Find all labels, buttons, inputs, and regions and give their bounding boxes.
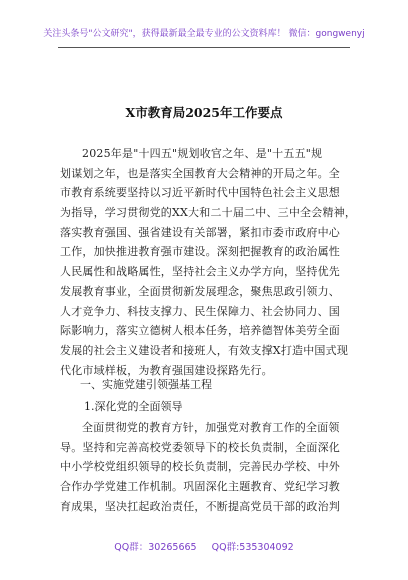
document-title: X市教育局2025年工作要点 <box>125 105 283 120</box>
intro-line: 落实教育强国、强省建设有关部署，紧扣市委市政府中心 <box>60 225 340 239</box>
header-divider <box>58 47 350 48</box>
qq-group-2: QQ群:535304092 <box>211 542 294 553</box>
intro-line: 2025年是"十四五"规划收官之年、是"十五五"规 <box>82 147 323 160</box>
section-line: 合作办学党建工作机制。巩固深化主题教育、党纪学习教 <box>60 480 340 494</box>
intro-line: 为指导，学习贯彻党的XX大和二十届二中、三中全会精神， <box>60 206 357 220</box>
section-line: 导。坚持和完善高校党委领导下的校长负责制，全面深化 <box>60 440 340 454</box>
intro-paragraph <box>60 144 357 380</box>
intro-line: 工作，加快推进教育强市建设。深刻把握教育的政治属性 <box>60 245 340 259</box>
section-line: 育成果，坚决扛起政治责任，不断提高党员干部的政治判 <box>60 499 340 513</box>
section-line: 全面贯彻党的教育方针，加强党对教育工作的全面领 <box>82 421 340 434</box>
footer-contact <box>0 539 408 553</box>
qq-group-1: QQ群：30265665 <box>114 542 197 553</box>
intro-line: 划谋划之年，也是落实全国教育大会精神的开局之年。全 <box>60 166 340 180</box>
intro-line: 市教育系统要坚持以习近平新时代中国特色社会主义思想 <box>60 186 340 200</box>
intro-line: 人才竞争力、科技支撑力、民生保障力、社会协同力、国 <box>60 304 340 318</box>
intro-line: 人民属性和战略属性，坚持社会主义办学方向，坚持优先 <box>60 265 340 279</box>
intro-line: 发展的社会主义建设者和接班人，有效支撑X打造中国式现 <box>60 343 349 357</box>
intro-line: 发展教育事业，全面贯彻新发展理念，聚焦思政引领力、 <box>60 284 340 298</box>
section-paragraph <box>60 418 352 516</box>
header-banner: 关注头条号"公文研究"，获得最新最全最专业的公文资料库！ 微信：gongwenyj <box>43 29 365 39</box>
intro-line: 代化市域样板，为教育强国建设探路先行。 <box>60 363 273 377</box>
section-line: 中小学校党组织领导的校长负责制，完善民办学校、中外 <box>60 460 340 474</box>
intro-line: 际影响力，落实立德树人根本任务，培养德智体美劳全面 <box>60 324 340 338</box>
subsection-heading: 1.深化党的全面领导 <box>84 400 183 413</box>
section-heading: 一、实施党建引领强基工程 <box>80 378 212 391</box>
